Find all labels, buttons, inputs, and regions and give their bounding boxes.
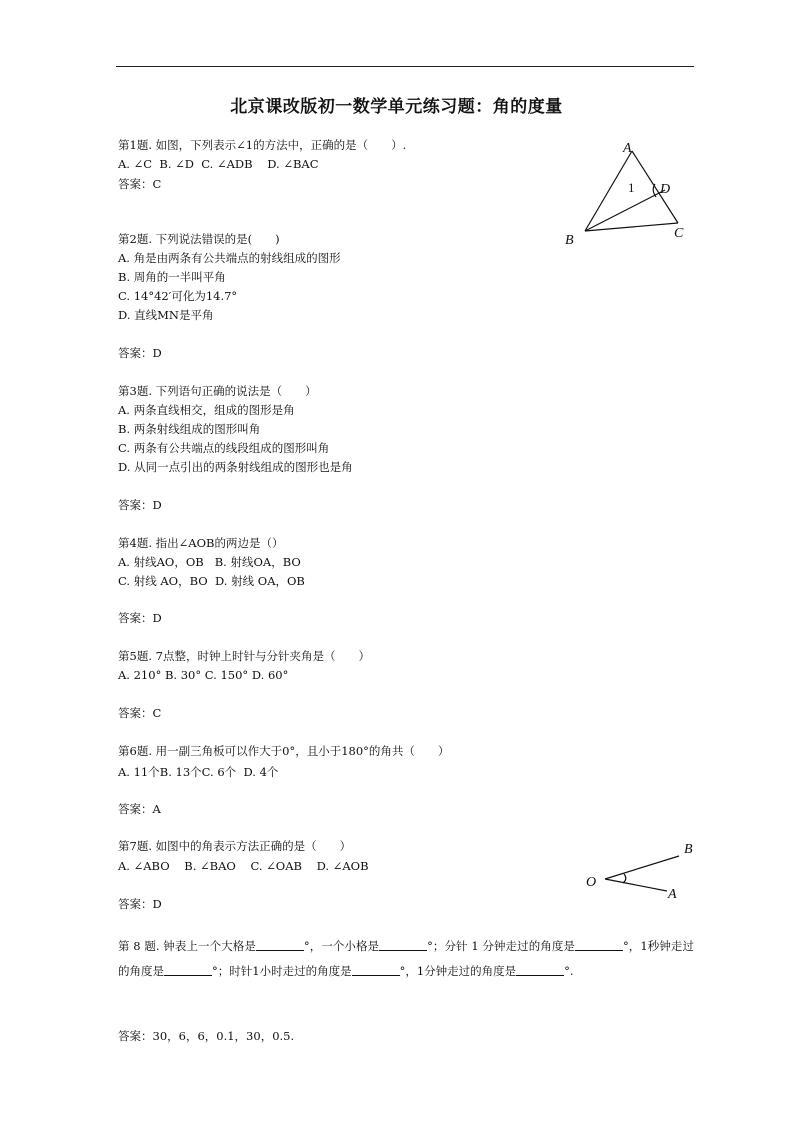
q5-options: A. 210° B. 30° C. 150° D. 60°	[118, 668, 289, 682]
q5-answer: 答案：C	[118, 706, 162, 720]
segment-ac	[632, 151, 678, 223]
q1-stem: 第1题. 如图，下列表示∠1的方法中，正确的是（ ）.	[118, 138, 407, 152]
ray-ob	[605, 856, 679, 879]
q4-options-cd: C. 射线 AO，BO D. 射线 OA，OB	[118, 574, 305, 588]
triangle-figure	[560, 138, 700, 248]
q3-option-c: C. 两条有公共端点的线段组成的图形叫角	[118, 441, 330, 455]
label-angle-1: 1	[628, 180, 635, 195]
q3-option-d: D. 从同一点引出的两条射线组成的图形也是角	[118, 460, 353, 474]
angle-figure	[583, 838, 703, 908]
q8-blank-2[interactable]	[379, 938, 427, 951]
q5-stem: 第5题. 7点整，时钟上时针与分针夹角是（ ）	[118, 649, 370, 663]
q8-part-2: °，一个小格是	[303, 939, 380, 953]
q8-blank-3[interactable]	[575, 938, 623, 951]
label-o: O	[586, 875, 597, 890]
q8-part-5: °；时针1小时走过的角度是	[212, 964, 352, 978]
q2-option-d: D. 直线MN是平角	[118, 308, 214, 322]
q8-blank-4[interactable]	[164, 963, 212, 976]
q8-answer: 答案：30，6，6，0.1，30，0.5.	[118, 1029, 295, 1043]
q7-answer: 答案：D	[118, 897, 162, 911]
q8-blank-1[interactable]	[256, 938, 304, 951]
label-b: B	[684, 842, 693, 857]
label-c: C	[674, 226, 684, 241]
q7-options: A. ∠ABO B. ∠BAO C. ∠OAB D. ∠AOB	[118, 859, 369, 873]
q8-part-4: °，1秒钟走过的角度是	[118, 939, 694, 978]
q4-answer: 答案：D	[118, 611, 162, 625]
q3-stem: 第3题. 下列语句正确的说法是（ ）	[118, 384, 317, 398]
q6-options: A. 11个B. 13个C. 6个 D. 4个	[118, 765, 279, 779]
q1-options: A. ∠C B. ∠D C. ∠ADB D. ∠BAC	[118, 157, 319, 171]
q2-answer: 答案：D	[118, 346, 162, 360]
q2-option-b: B. 周角的一半叫平角	[118, 270, 226, 284]
q4-stem: 第4题. 指出∠AOB的两边是（）	[118, 536, 284, 550]
q3-answer: 答案：D	[118, 498, 162, 512]
q6-stem: 第6题. 用一副三角板可以作大于0°，且小于180°的角共（ ）	[118, 744, 450, 758]
ray-oa	[605, 879, 667, 891]
label-a: A	[623, 141, 632, 156]
q4-options-ab: A. 射线AO，OB B. 射线OA，BO	[118, 555, 301, 569]
q8-blank-6[interactable]	[516, 963, 564, 976]
q8-part-6: °，1分钟走过的角度是	[399, 964, 517, 978]
q8-part-7: °.	[564, 964, 574, 978]
page-title: 北京课改版初一数学单元练习题：角的度量	[230, 97, 563, 117]
q8-part-1: 第 8 题. 钟表上一个大格是	[118, 939, 256, 953]
header-rule	[116, 66, 694, 67]
angle-arc	[623, 874, 626, 883]
q8-blank-5[interactable]	[352, 963, 400, 976]
label-b: B	[565, 233, 574, 248]
q2-option-a: A. 角是由两条有公共端点的射线组成的图形	[118, 251, 341, 265]
q6-answer: 答案：A	[118, 802, 161, 816]
q1-answer: 答案：C	[118, 177, 162, 191]
q3-option-a: A. 两条直线相交，组成的图形是角	[118, 403, 295, 417]
label-d: D	[660, 182, 671, 197]
q7-stem: 第7题. 如图中的角表示方法正确的是（ ）	[118, 839, 352, 853]
q8-text	[118, 934, 694, 984]
q3-option-b: B. 两条射线组成的图形叫角	[118, 422, 261, 436]
q8-part-3: °；分针 1 分钟走过的角度是	[427, 939, 575, 953]
q2-option-c: C. 14°42′可化为14.7°	[118, 289, 238, 303]
q2-stem: 第2题. 下列说法错误的是( )	[118, 232, 280, 246]
label-a: A	[668, 887, 677, 902]
